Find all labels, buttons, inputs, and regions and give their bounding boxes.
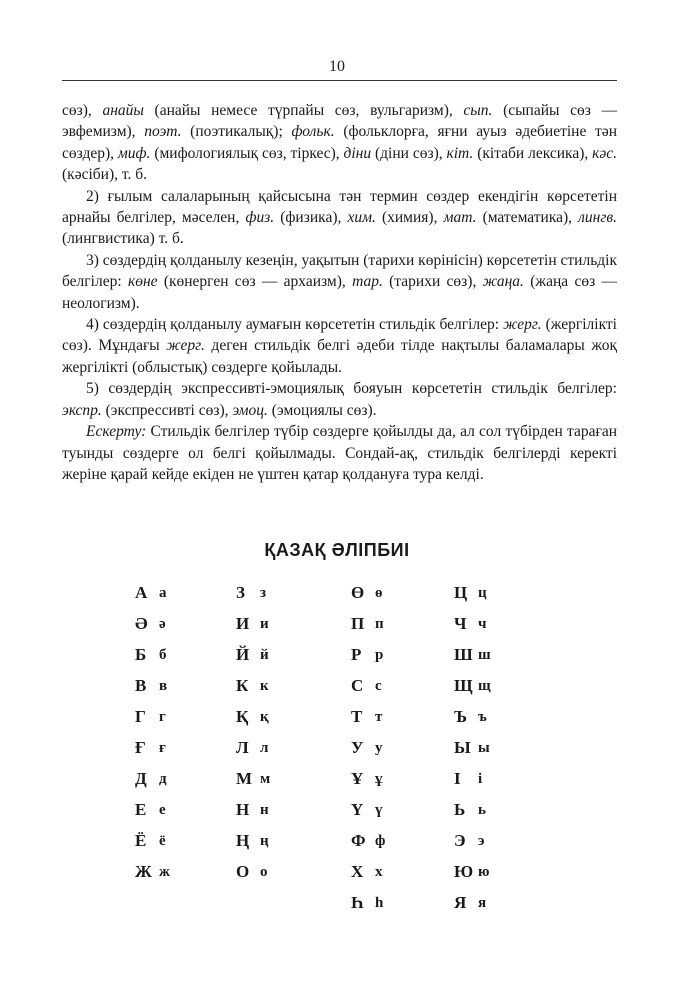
alphabet-column <box>236 582 326 892</box>
alphabet-letter <box>236 799 326 830</box>
lowercase-letter: й <box>260 647 269 663</box>
text-run: (кітаби лексика), <box>473 144 593 162</box>
uppercase-letter: Т <box>351 707 363 726</box>
italic-term: хим. <box>347 209 376 227</box>
italic-term: мат. <box>443 209 477 227</box>
alphabet-letter <box>454 830 544 861</box>
alphabet-letter <box>135 644 225 675</box>
paragraph <box>62 378 617 421</box>
text-run: (тарихи сөз), <box>382 273 483 291</box>
alphabet-letter <box>135 613 225 644</box>
alphabet-letter <box>454 892 544 923</box>
uppercase-letter: Д <box>135 769 147 788</box>
paragraph <box>62 250 617 314</box>
alphabet-letter <box>236 582 326 613</box>
alphabet-letter <box>135 799 225 830</box>
lowercase-letter: п <box>375 616 384 632</box>
text-run: (фольклорға, яғни ауыз әдебиетіне тән сөздер), <box>62 123 618 162</box>
alphabet-letter <box>351 644 441 675</box>
uppercase-letter: А <box>135 583 148 602</box>
uppercase-letter: І <box>454 769 461 788</box>
uppercase-letter: О <box>236 862 250 881</box>
uppercase-letter: В <box>135 676 147 695</box>
alphabet-letter <box>135 675 225 706</box>
text-run: 3) сөздердің қолданылу кезеңін, уақытын (тарихи көрінісін) көрсететін стильдік белгілер: <box>62 251 617 291</box>
alphabet-letter <box>351 737 441 768</box>
lowercase-letter: я <box>478 895 487 911</box>
text-run: (химия), <box>375 209 444 227</box>
lowercase-letter: д <box>159 771 167 787</box>
italic-term: көне <box>127 273 158 291</box>
uppercase-letter: Я <box>454 893 467 912</box>
uppercase-letter: Ц <box>454 583 468 602</box>
uppercase-letter: Е <box>135 800 147 819</box>
alphabet-letter <box>351 675 441 706</box>
uppercase-letter: У <box>351 738 364 757</box>
uppercase-letter: Ю <box>454 862 474 881</box>
italic-term: тар. <box>352 273 383 291</box>
uppercase-letter: Л <box>236 738 249 757</box>
lowercase-letter: щ <box>478 678 491 694</box>
alphabet-letter <box>236 737 326 768</box>
text-run: (экспрессивті сөз), <box>101 401 233 419</box>
alphabet-letter <box>454 768 544 799</box>
alphabet-letter <box>351 892 441 923</box>
alphabet-letter <box>135 830 225 861</box>
italic-term: жерг. <box>166 337 205 355</box>
alphabet-letter <box>236 644 326 675</box>
uppercase-letter: Щ <box>454 676 473 695</box>
lowercase-letter: ъ <box>478 709 487 725</box>
alphabet-letter <box>454 613 544 644</box>
lowercase-letter: т <box>375 709 383 725</box>
alphabet-letter <box>236 768 326 799</box>
uppercase-letter: Ұ <box>351 769 364 788</box>
lowercase-letter: з <box>260 585 267 601</box>
alphabet-letter <box>236 830 326 861</box>
uppercase-letter: Ё <box>135 831 147 850</box>
uppercase-letter: Қ <box>236 707 249 726</box>
lowercase-letter: һ <box>375 895 384 911</box>
uppercase-letter: К <box>236 676 249 695</box>
uppercase-letter: Ъ <box>454 707 468 726</box>
lowercase-letter: ф <box>375 833 386 849</box>
lowercase-letter: ж <box>159 864 170 880</box>
alphabet-letter <box>351 706 441 737</box>
alphabet-letter <box>351 799 441 830</box>
uppercase-letter: П <box>351 614 365 633</box>
uppercase-letter: Ч <box>454 614 467 633</box>
uppercase-letter: Й <box>236 645 250 664</box>
lowercase-letter: н <box>260 802 269 818</box>
text-run: (кәсіби), т. б. <box>62 166 147 184</box>
alphabet-letter <box>351 582 441 613</box>
paragraph <box>62 421 617 485</box>
uppercase-letter: М <box>236 769 253 788</box>
text-run: (діни сөз), <box>371 144 447 162</box>
text-run: (эмоциялы сөз). <box>267 401 377 419</box>
italic-term: фольк. <box>291 123 335 141</box>
alphabet-column <box>351 582 441 923</box>
alphabet-letter <box>236 861 326 892</box>
alphabet-letter <box>236 706 326 737</box>
italic-term: физ. <box>245 209 275 227</box>
lowercase-letter: с <box>375 678 382 694</box>
alphabet-letter <box>454 644 544 675</box>
paragraph <box>62 186 617 250</box>
lowercase-letter: э <box>478 833 485 849</box>
italic-term: поэт. <box>144 123 182 141</box>
uppercase-letter: Г <box>135 707 146 726</box>
lowercase-letter: б <box>159 647 167 663</box>
italic-term: кіт. <box>446 144 474 162</box>
uppercase-letter: Ә <box>135 614 148 633</box>
alphabet-letter <box>351 861 441 892</box>
alphabet-title: ҚАЗАҚ ӘЛІПБИІ <box>264 540 410 560</box>
lowercase-letter: қ <box>260 709 269 725</box>
uppercase-letter: Р <box>351 645 362 664</box>
lowercase-letter: р <box>375 647 384 663</box>
lowercase-letter: ң <box>260 833 269 849</box>
alphabet-letter <box>454 706 544 737</box>
italic-term: миф. <box>117 144 151 162</box>
lowercase-letter: ш <box>478 647 491 663</box>
lowercase-letter: ё <box>159 833 166 849</box>
lowercase-letter: к <box>260 678 269 694</box>
lowercase-letter: м <box>260 771 271 787</box>
alphabet-letter <box>454 737 544 768</box>
lowercase-letter: о <box>260 864 268 880</box>
alphabet-column <box>135 582 225 892</box>
page-number: 10 <box>329 58 345 75</box>
text-run: (сыпайы сөз — эвфемизм), <box>62 102 617 141</box>
text-run: (жергілікті сөз). Мұндағы <box>62 316 617 355</box>
uppercase-letter: Һ <box>351 893 364 912</box>
text-run: (лингвистика) т. б. <box>62 230 184 248</box>
lowercase-letter: ч <box>478 616 487 632</box>
alphabet-letter <box>236 675 326 706</box>
alphabet-letter <box>135 582 225 613</box>
alphabet-letter <box>135 861 225 892</box>
uppercase-letter: Н <box>236 800 250 819</box>
uppercase-letter: Ү <box>351 800 364 819</box>
lowercase-letter: у <box>375 740 383 756</box>
uppercase-letter: И <box>236 614 250 633</box>
lowercase-letter: ы <box>478 740 490 756</box>
italic-term: эмоц. <box>232 401 268 419</box>
alphabet-letter <box>135 768 225 799</box>
uppercase-letter: Ы <box>454 738 471 757</box>
body-text <box>62 100 617 485</box>
uppercase-letter: Ғ <box>135 738 146 757</box>
uppercase-letter: Ң <box>236 831 250 850</box>
uppercase-letter: Э <box>454 831 466 850</box>
lowercase-letter: ү <box>375 802 383 818</box>
lowercase-letter: л <box>260 740 269 756</box>
alphabet-letter <box>135 737 225 768</box>
italic-term: жерг. <box>503 316 542 334</box>
lowercase-letter: ә <box>159 616 166 632</box>
lowercase-letter: е <box>159 802 166 818</box>
alphabet-letter <box>236 613 326 644</box>
text-run: (математика), <box>476 209 579 227</box>
lowercase-letter: ц <box>478 585 487 601</box>
alphabet-letter <box>454 675 544 706</box>
italic-term: жаңа. <box>482 273 524 291</box>
text-run: 5) сөздердің экспрессивті-эмоциялық бояуын көрсететін стильдік белгілер: <box>86 380 617 398</box>
italic-term: кәс. <box>592 144 617 162</box>
lowercase-letter: г <box>159 709 166 725</box>
uppercase-letter: Ь <box>454 800 466 819</box>
lowercase-letter: і <box>478 771 483 787</box>
lowercase-letter: ұ <box>375 771 383 787</box>
lowercase-letter: а <box>159 585 167 601</box>
text-run: (анайы немесе түрпайы сөз, вульгаризм), <box>143 102 464 119</box>
lowercase-letter: ю <box>478 864 490 880</box>
uppercase-letter: Ш <box>454 645 473 664</box>
alphabet-letter <box>351 768 441 799</box>
alphabet-letter <box>454 582 544 613</box>
alphabet-letter <box>135 706 225 737</box>
italic-term: Ескерту: <box>86 423 147 441</box>
alphabet-letter <box>351 613 441 644</box>
uppercase-letter: С <box>351 676 364 695</box>
text-run: деген стильдік белгі әдеби тілде нақтылы баламалары жоқ жергілікті (облыстық) сөздерге қойылады. <box>62 337 617 376</box>
header-rule <box>62 80 617 81</box>
alphabet-column <box>454 582 544 923</box>
text-run: (поэтикалық); <box>181 123 292 141</box>
text-run: (мифологиялық сөз, тіркес), <box>150 144 344 162</box>
lowercase-letter: ғ <box>159 740 166 756</box>
text-run: (физика), <box>274 209 348 227</box>
uppercase-letter: Х <box>351 862 364 881</box>
alphabet-grid <box>0 582 674 912</box>
italic-term: анайы <box>102 102 144 119</box>
uppercase-letter: З <box>236 583 245 602</box>
italic-term: лингв. <box>578 209 617 227</box>
uppercase-letter: Ж <box>135 862 152 881</box>
text-run: 4) сөздердің қолданылу аумағын көрсететін стильдік белгілер: <box>86 316 504 334</box>
uppercase-letter: Ө <box>351 583 365 602</box>
lowercase-letter: ө <box>375 585 383 601</box>
text-run: (жаңа сөз — неологизм). <box>62 273 618 312</box>
italic-term: экспр. <box>62 401 102 419</box>
alphabet-letter <box>351 830 441 861</box>
uppercase-letter: Б <box>135 645 147 664</box>
text-run: сөз), <box>62 102 103 119</box>
italic-term: діни <box>343 144 372 162</box>
alphabet-letter <box>454 799 544 830</box>
paragraph <box>62 314 617 378</box>
italic-term: сып. <box>463 102 493 119</box>
lowercase-letter: в <box>159 678 168 694</box>
paragraph <box>62 100 617 186</box>
text-run: (көнерген сөз — архаизм), <box>157 273 353 291</box>
lowercase-letter: и <box>260 616 269 632</box>
uppercase-letter: Ф <box>351 831 366 850</box>
lowercase-letter: ь <box>478 802 486 818</box>
text-run: 2) ғылым салаларының қайсысына тән термин сөздер екендігін көрсететін арнайы белгілер, мәселен, <box>62 187 617 227</box>
text-run: Стильдік белгілер түбір сөздерге қойылды да, ал сол түбірден тараған туынды сөздерге ол белгі қойылмады. Сондай-ақ, стильдік белгілерді керекті жеріне қарай кейде екіден не үштен қатар қолдануға тура келді. <box>62 423 617 483</box>
lowercase-letter: х <box>375 864 383 880</box>
alphabet-letter <box>454 861 544 892</box>
